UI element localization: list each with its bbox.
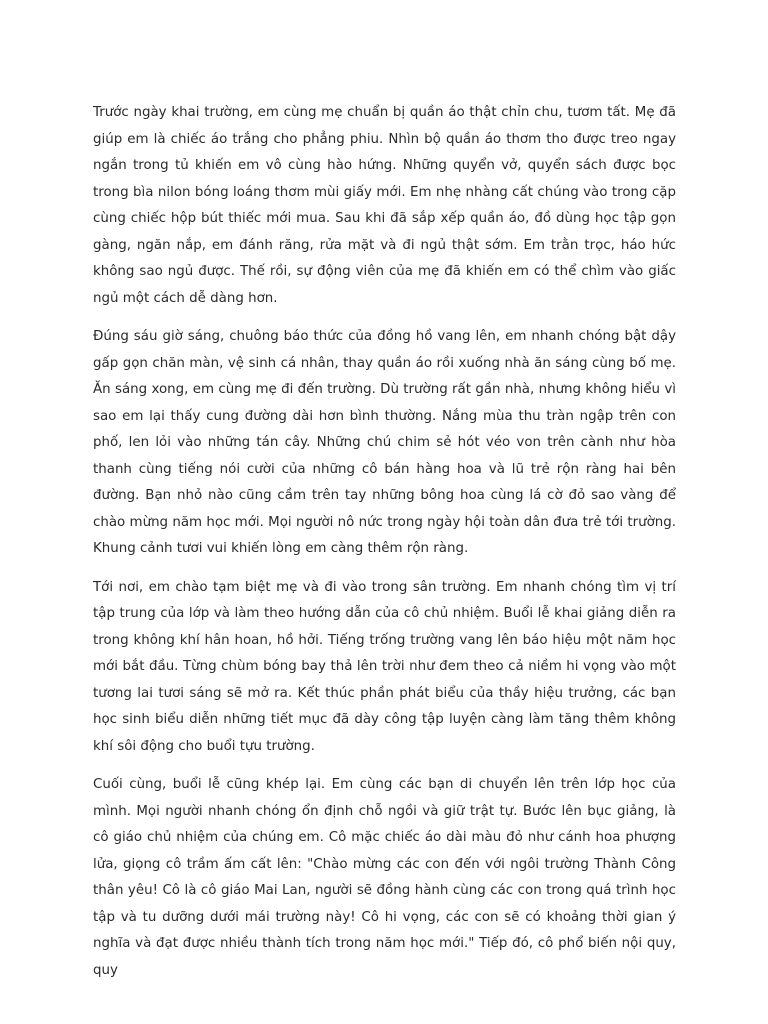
paragraph-2: Đúng sáu giờ sáng, chuông báo thức của đồng hồ vang lên, em nhanh chóng bật dậy gấp gọn chăn màn, vệ sinh cá nhân, thay quần áo rồi xuống nhà ăn sáng cùng bố mẹ. Ăn sáng xong, em cùng mẹ đi đến trường. Dù trường rất gần nhà, nhưng không hiểu vì sao em lại thấy cung đường dài hơn bình thường. Nắng mùa thu tràn ngập trên con phố, len lỏi vào những tán cây. Những chú chim sẻ hót véo von trên cành như hòa thanh cùng tiếng nói cười của những cô bán hàng hoa và lũ trẻ rộn ràng hai bên đường. Bạn nhỏ nào cũng cầm trên tay những bông hoa cùng lá cờ đỏ sao vàng để chào mừng năm học mới. Mọi người nô nức trong ngày hội toàn dân đưa trẻ tới trường. Khung cảnh tươi vui khiến lòng em càng thêm rộn ràng. xyxy=(93,329,676,556)
paragraph-4: Cuối cùng, buổi lễ cũng khép lại. Em cùng các bạn di chuyển lên trên lớp học của mình. Mọi người nhanh chóng ổn định chỗ ngồi và giữ trật tự. Bước lên bục giảng, là cô giáo chủ nhiệm của chúng em. Cô mặc chiếc áo dài màu đỏ như cánh hoa phượng lửa, giọng cô trầm ấm cất lên: "Chào mừng các con đến với ngôi trường Thành Công thân yêu! Cô là cô giáo Mai Lan, người sẽ đồng hành cùng các con trong quá trình học tập và tu dưỡng dưới mái trường này! Cô hi vọng, các con sẽ có khoảng thời gian ý nghĩa và đạt được nhiều thành tích trong năm học mới." Tiếp đó, cô phổ biến nội quy, quy xyxy=(93,777,676,978)
document-body xyxy=(93,100,676,996)
paragraph-3: Tới nơi, em chào tạm biệt mẹ và đi vào trong sân trường. Em nhanh chóng tìm vị trí tập trung của lớp và làm theo hướng dẫn của cô chủ nhiệm. Buổi lễ khai giảng diễn ra trong không khí hân hoan, hồ hởi. Tiếng trống trường vang lên báo hiệu một năm học mới bắt đầu. Từng chùm bóng bay thả lên trời như đem theo cả niềm hi vọng vào một tương lai tươi sáng sẽ mở ra. Kết thúc phần phát biểu của thầy hiệu trưởng, các bạn học sinh biểu diễn những tiết mục đã dày công tập luyện càng làm tăng thêm không khí sôi động cho buổi tựu trường. xyxy=(93,579,676,754)
paragraph-1: Trước ngày khai trường, em cùng mẹ chuẩn bị quần áo thật chỉn chu, tươm tất. Mẹ đã giúp em là chiếc áo trắng cho phẳng phiu. Nhìn bộ quần áo thơm tho được treo ngay ngắn trong tủ khiến em vô cùng hào hứng. Những quyển vở, quyển sách được bọc trong bìa nilon bóng loáng thơm mùi giấy mới. Em nhẹ nhàng cất chúng vào trong cặp cùng chiếc hộp bút thiếc mới mua. Sau khi đã sắp xếp quần áo, đồ dùng học tập gọn gàng, ngăn nắp, em đánh răng, rửa mặt và đi ngủ thật sớm. Em trằn trọc, háo hức không sao ngủ được. Thế rồi, sự động viên của mẹ đã khiến em có thể chìm vào giấc ngủ một cách dễ dàng hơn. xyxy=(93,105,676,306)
